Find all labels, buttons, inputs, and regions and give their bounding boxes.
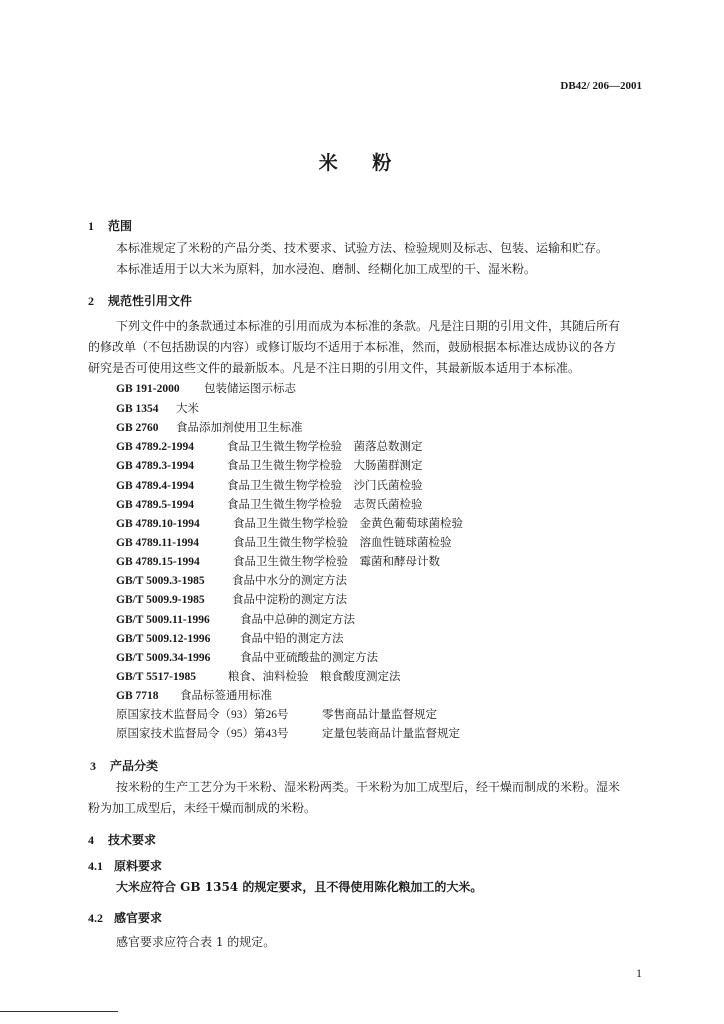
reference-code: GB/T 5009.11-1996: [116, 614, 210, 626]
classification-line-2: 粉为加工成型后，未经干燥而制成的米粉。: [88, 801, 317, 815]
reference-title: 食品卫生微生物学检验 志贺氏菌检验: [227, 497, 423, 511]
references-intro-line-2: 的修改单（不包括勘误的内容）或修订版均不适用于本标准，然而，鼓励根据本标准达成协议的各方: [88, 340, 617, 354]
section-title: 产品分类: [110, 759, 159, 773]
reference-code: GB 4789.4-1994: [116, 480, 194, 492]
reference-item: [116, 687, 272, 703]
scope-paragraph-2: 本标准适用于以大米为原料，加水浸泡、磨制、经糊化加工成型的干、湿米粉。: [116, 262, 537, 276]
reference-title: 食品卫生微生物学检验 霉菌和酵母计数: [233, 554, 440, 568]
page-number: 1: [636, 966, 642, 980]
section-number: 3: [90, 759, 96, 773]
reference-item: [116, 591, 347, 607]
reference-item: [116, 668, 401, 684]
reference-code: GB/T 5009.3-1985: [116, 575, 205, 587]
section-4-1-heading: [88, 857, 162, 874]
section-1-heading: [88, 217, 132, 234]
reference-title: 食品卫生微生物学检验 沙门氏菌检验: [227, 478, 423, 492]
reference-item: [116, 457, 423, 473]
reference-code: 原国家技术监督局令（93）第26号: [116, 709, 289, 721]
reference-title: 零售商品计量监督规定: [322, 707, 437, 721]
reference-title: 食品卫生微生物学检验 溶血性链球菌检验: [233, 535, 452, 549]
reference-code: 原国家技术监督局令（95）第43号: [116, 728, 289, 740]
section-number: 4.1: [88, 859, 103, 873]
section-4-2-heading: [88, 909, 162, 926]
document-title: 米 粉: [318, 152, 406, 174]
reference-code: GB 4789.2-1994: [116, 441, 194, 453]
reference-title: 食品卫生微生物学检验 菌落总数测定: [227, 439, 423, 453]
reference-item: [116, 419, 303, 435]
reference-item: [116, 515, 463, 531]
reference-item: [116, 630, 344, 646]
section-4-heading: [88, 831, 156, 848]
reference-code: GB 1354: [116, 403, 159, 415]
footer-rule: [0, 1011, 118, 1012]
reference-item: [116, 611, 355, 627]
reference-code: GB 4789.5-1994: [116, 499, 194, 511]
sensory-requirement: 感官要求应符合表 1 的规定。: [116, 935, 276, 949]
reference-item: [116, 725, 460, 741]
reference-item: [116, 477, 423, 493]
reference-code: GB/T 5009.9-1985: [116, 594, 205, 606]
section-number: 1: [88, 219, 94, 233]
reference-title: 食品中亚硫酸盐的测定方法: [240, 650, 378, 664]
classification-line-1: 按米粉的生产工艺分为干米粉、湿米粉两类。干米粉为加工成型后，经干燥而制成的米粉。湿米: [116, 780, 621, 794]
section-title: 规范性引用文件: [108, 294, 193, 308]
reference-item: [116, 706, 437, 722]
section-number: 4.2: [88, 911, 103, 925]
reference-code: GB 4789.15-1994: [116, 556, 200, 568]
section-title: 范围: [108, 219, 133, 233]
section-title: 感官要求: [114, 911, 163, 925]
reference-code: GB/T 5009.12-1996: [116, 633, 211, 645]
section-3-heading: [90, 757, 158, 774]
reference-code: GB 191-2000: [116, 383, 180, 395]
reference-title: 食品卫生微生物学检验 大肠菌群测定: [227, 458, 423, 472]
reference-code: GB/T 5009.34-1996: [116, 652, 211, 664]
reference-title: 食品中淀粉的测定方法: [232, 592, 347, 606]
reference-item: [116, 649, 378, 665]
reference-code: GB 4789.10-1994: [116, 518, 200, 530]
reference-code: GB 4789.3-1994: [116, 460, 194, 472]
scope-paragraph-1: 本标准规定了米粉的产品分类、技术要求、试验方法、检验规则及标志、包装、运输和贮存。: [116, 241, 609, 255]
reference-title: 粮食、油料检验 粮食酸度测定法: [228, 669, 401, 683]
section-2-heading: [88, 292, 192, 309]
references-intro-line-1: 下列文件中的条款通过本标准的引用而成为本标准的条款。凡是注日期的引用文件，其随后所有: [116, 319, 621, 333]
reference-item: [116, 534, 452, 550]
reference-item: [116, 400, 199, 416]
reference-code: GB 7718: [116, 690, 159, 702]
reference-title: 食品添加剂使用卫生标准: [176, 420, 303, 434]
reference-code: GB 4789.11-1994: [116, 537, 200, 549]
reference-item: [116, 438, 423, 454]
reference-code: GB/T 5517-1985: [116, 671, 196, 683]
standard-id: DB42/ 206—2001: [560, 80, 642, 92]
reference-item: [116, 572, 347, 588]
section-number: 4: [88, 833, 94, 847]
reference-title: 包装储运图示标志: [204, 381, 296, 395]
section-title: 原料要求: [114, 859, 163, 873]
reference-title: 食品卫生微生物学检验 金黄色葡萄球菌检验: [233, 516, 463, 530]
reference-title: 食品中总砷的测定方法: [240, 612, 355, 626]
reference-title: 定量包装商品计量监督规定: [322, 726, 460, 740]
reference-title: 大米: [176, 401, 199, 415]
reference-item: [116, 380, 296, 396]
reference-title: 食品标签通用标准: [180, 688, 272, 702]
reference-item: [116, 553, 440, 569]
reference-title: 食品中水分的测定方法: [232, 573, 347, 587]
references-intro-line-3: 研究是否可使用这些文件的最新版本。凡是不注日期的引用文件，其最新版本适用于本标准。: [88, 361, 581, 375]
section-number: 2: [88, 294, 94, 308]
reference-item: [116, 496, 423, 512]
raw-material-requirement: 大米应符合 GB 1354 的规定要求，且不得使用陈化粮加工的大米。: [116, 880, 483, 894]
section-title: 技术要求: [108, 833, 157, 847]
reference-title: 食品中铅的测定方法: [240, 631, 344, 645]
reference-code: GB 2760: [116, 422, 159, 434]
